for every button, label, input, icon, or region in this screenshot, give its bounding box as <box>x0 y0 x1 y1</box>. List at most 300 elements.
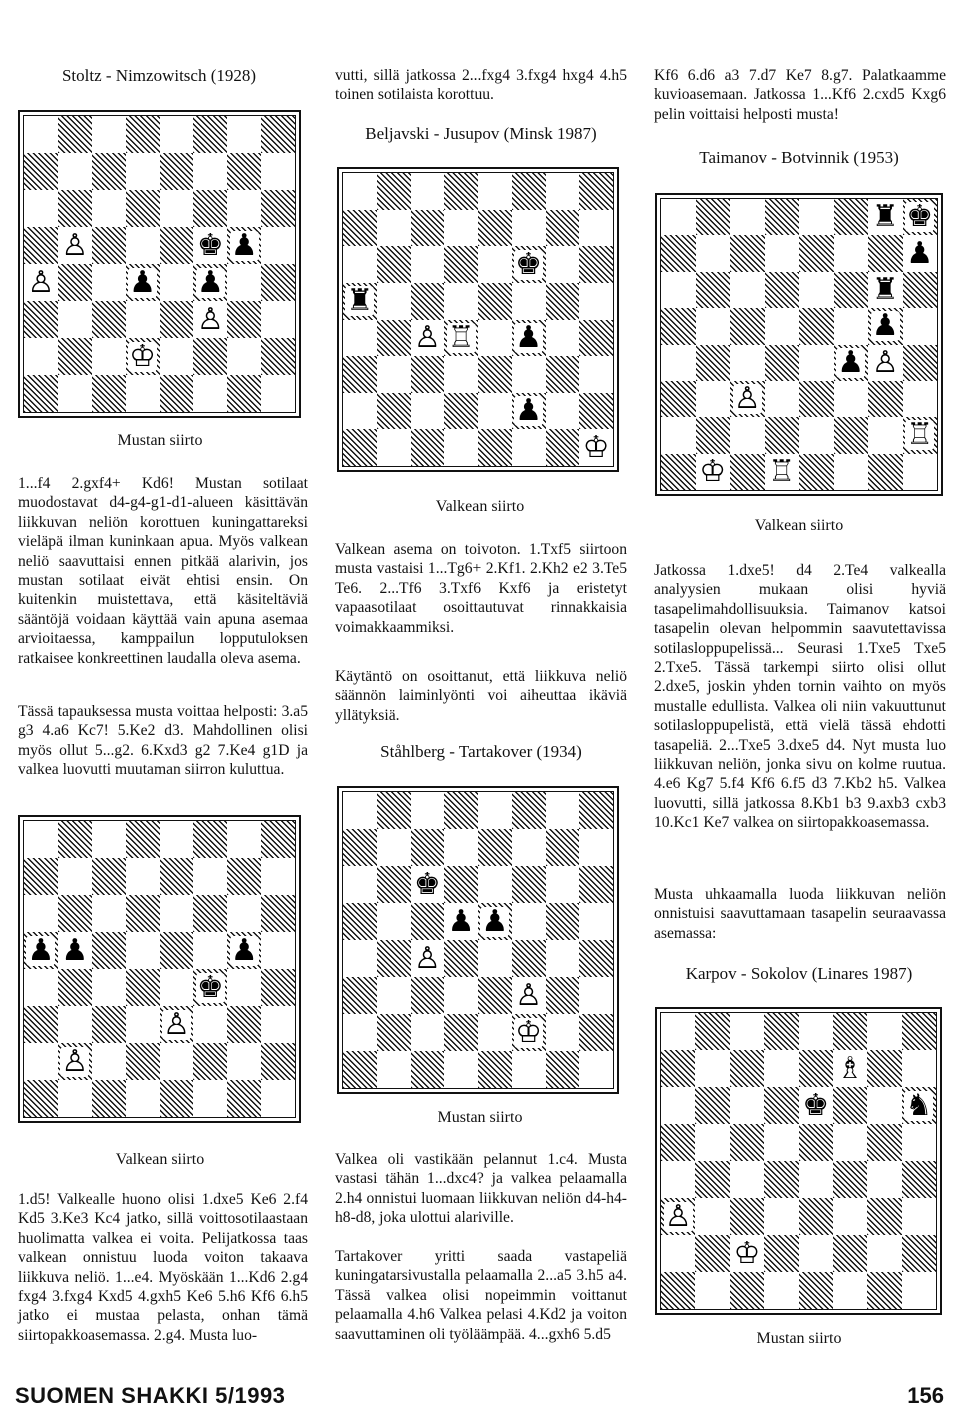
board-square <box>512 429 546 466</box>
board-square <box>343 210 377 247</box>
white-pawn-icon: ♙ <box>162 1006 190 1042</box>
board-square <box>411 866 445 903</box>
board-square <box>377 393 411 430</box>
board-square <box>661 345 696 381</box>
caption-board-1: Mustan siirto <box>117 432 203 449</box>
caption-board-2: Valkean siirto <box>435 498 525 515</box>
board-square <box>126 895 160 932</box>
board-square <box>193 858 227 895</box>
board-square <box>579 283 613 320</box>
board-square <box>903 272 938 308</box>
board-square <box>444 393 478 430</box>
board-square <box>92 338 126 375</box>
board-square <box>261 1080 295 1117</box>
board-square <box>903 454 938 490</box>
board-square <box>579 792 613 829</box>
board-square <box>227 264 261 301</box>
board-square <box>730 1087 764 1124</box>
board-square <box>868 381 903 417</box>
board-square <box>868 417 903 453</box>
board-square <box>58 227 92 264</box>
board-square <box>411 320 445 357</box>
black-pawn-icon: ♟ <box>61 932 89 968</box>
board-square <box>24 858 58 895</box>
board-square <box>579 320 613 357</box>
board-square <box>478 173 512 210</box>
board-square <box>834 272 869 308</box>
board-square <box>261 932 295 969</box>
board-square <box>126 190 160 227</box>
board-square <box>799 1161 833 1198</box>
board-square <box>833 1235 867 1272</box>
board-square <box>377 283 411 320</box>
board-square <box>261 1043 295 1080</box>
board-square <box>661 1272 695 1309</box>
board-square <box>546 356 580 393</box>
board-square <box>58 301 92 338</box>
board-square <box>227 227 261 264</box>
board-square <box>24 264 58 301</box>
white-pawn-icon: ♙ <box>413 319 441 355</box>
col2-paragraph-3: Käytäntö on osoittanut, että liikkuva neliö säännön laiminlyönti voi aiheuttaa ikäviä yllätyksiä. <box>335 668 627 724</box>
board-square <box>261 153 295 190</box>
board-square <box>867 1124 901 1161</box>
board-square <box>126 264 160 301</box>
board-square <box>227 375 261 412</box>
board-square <box>377 246 411 283</box>
board-square <box>661 1198 695 1235</box>
col3-paragraph-3: Musta uhkaamalla luoda liikkuvan neliön onnistuisi saavuttamaan tasapelin seuraavassa asemassa: <box>654 886 946 942</box>
board-square <box>261 375 295 412</box>
board-square <box>661 1013 695 1050</box>
board-square <box>867 1013 901 1050</box>
board-square <box>868 272 903 308</box>
col2-paragraph-4: Valkea oli vastikään pelannut 1.c4. Musta vastasi tähän 1...dxc4? ja valkea pelaamalla 2.h4 onnistui luomaan liikkuvan neliön d4-h4-h8-d8, joka ulottui alariville. <box>335 1151 627 1227</box>
board-square <box>261 821 295 858</box>
board-square <box>343 792 377 829</box>
board-square <box>261 264 295 301</box>
board-square <box>411 283 445 320</box>
chess-board-6 <box>655 1007 942 1315</box>
board-square <box>764 1050 798 1087</box>
board-square <box>867 1198 901 1235</box>
board-square <box>764 1272 798 1309</box>
board-square <box>377 356 411 393</box>
board-square <box>58 895 92 932</box>
board-square <box>730 1161 764 1198</box>
col1-paragraph-1: 1...f4 2.gxf4+ Kd6! Mustan sotilaat muodostavat d4-g4-g1-d1-alueen käsittävän liikkuvan neliön korottuen kuningattareksi vieläpä ilman kuninkaan apua. Myös valkean neliö saavuttaisi ennen pitkää alarivin, jos mustan sotilaat eivät ehtisi ensin. On kuitenkin muistettava, että käsiteltäviä sääntöjä voidaan käyttää vain apuna asemaa arvioitaessa, kamppailun lopputuloksen ratkaisee konkreettinen laudalla oleva asema. <box>18 475 308 667</box>
board-square <box>92 264 126 301</box>
chess-board-5 <box>337 786 619 1094</box>
board-square <box>478 866 512 903</box>
board-square <box>730 199 765 235</box>
board-square <box>160 375 194 412</box>
board-square <box>867 1235 901 1272</box>
board-square <box>126 1080 160 1117</box>
board-square <box>478 1014 512 1051</box>
board-square <box>868 235 903 271</box>
col2-paragraph-5: Tartakover yritti saada vastapeliä kuningatarsivustalla pelaamalla 2...a5 3.h5 a4. Tässä valkea olisi nopeimmin voittanut pelaamalla 4.h6 Valkea pelasi 4.Kd2 ja voiton saavuttaminen oli työläämpää. 4...gxh6 5.d5 <box>335 1248 627 1343</box>
board-square <box>903 417 938 453</box>
board-square <box>546 283 580 320</box>
board-square <box>478 903 512 940</box>
board-square <box>512 320 546 357</box>
caption-board-3: Valkean siirto <box>754 517 844 534</box>
board-square <box>695 1050 729 1087</box>
board-square <box>261 895 295 932</box>
white-pawn-icon: ♙ <box>871 344 899 380</box>
board-square <box>833 1198 867 1235</box>
board-square <box>92 1043 126 1080</box>
board-square <box>867 1272 901 1309</box>
board-square <box>92 190 126 227</box>
board-square <box>661 1050 695 1087</box>
board-square <box>764 1161 798 1198</box>
page-number: 156 <box>907 1383 944 1408</box>
board-square <box>546 866 580 903</box>
board-square <box>92 821 126 858</box>
board-square <box>834 381 869 417</box>
board-square <box>261 969 295 1006</box>
board-square <box>227 1080 261 1117</box>
board-square <box>343 283 377 320</box>
board-square <box>343 320 377 357</box>
white-pawn-icon: ♙ <box>27 264 55 300</box>
board-square <box>58 1043 92 1080</box>
board-square <box>126 932 160 969</box>
board-square <box>867 1050 901 1087</box>
black-pawn-icon: ♟ <box>837 344 865 380</box>
board-square <box>160 338 194 375</box>
board-square <box>695 1087 729 1124</box>
board-square <box>377 977 411 1014</box>
board-square <box>160 1080 194 1117</box>
board-square <box>695 1124 729 1161</box>
board-square <box>868 345 903 381</box>
board-square <box>546 977 580 1014</box>
board-square <box>444 283 478 320</box>
board-square <box>696 308 731 344</box>
board-square <box>58 116 92 153</box>
board-square <box>903 199 938 235</box>
board-square <box>478 829 512 866</box>
board-square <box>92 301 126 338</box>
black-pawn-icon: ♟ <box>481 903 509 939</box>
board-square <box>661 272 696 308</box>
board-square <box>833 1161 867 1198</box>
board-square <box>764 1235 798 1272</box>
white-pawn-icon: ♙ <box>61 227 89 263</box>
board-square <box>579 173 613 210</box>
board-square <box>160 1006 194 1043</box>
board-square <box>765 345 800 381</box>
board-square <box>799 1050 833 1087</box>
board-square <box>227 301 261 338</box>
board-square <box>730 381 765 417</box>
board-square <box>478 210 512 247</box>
board-square <box>227 821 261 858</box>
board-square <box>227 153 261 190</box>
black-king-icon: ♚ <box>413 866 441 902</box>
board-square <box>58 375 92 412</box>
board-square <box>227 858 261 895</box>
board-square <box>661 308 696 344</box>
board-square <box>24 969 58 1006</box>
black-king-icon: ♚ <box>906 199 934 235</box>
caption-board-4: Valkean siirto <box>115 1151 205 1168</box>
board-square <box>546 903 580 940</box>
board-square <box>902 1161 936 1198</box>
board-square <box>24 1043 58 1080</box>
black-rook-icon: ♜ <box>871 271 899 307</box>
chess-board-4 <box>18 815 301 1123</box>
board-square <box>411 246 445 283</box>
board-square <box>867 1161 901 1198</box>
white-king-icon: ♔ <box>582 429 610 465</box>
board-square <box>126 227 160 264</box>
board-square <box>24 821 58 858</box>
board-square <box>730 1124 764 1161</box>
board-square <box>444 429 478 466</box>
board-square <box>58 264 92 301</box>
board-square <box>512 940 546 977</box>
white-pawn-icon: ♙ <box>664 1198 692 1234</box>
board-square <box>512 356 546 393</box>
board-square <box>834 345 869 381</box>
board-square <box>92 895 126 932</box>
board-square <box>478 940 512 977</box>
board-square <box>579 977 613 1014</box>
board-square <box>902 1087 936 1124</box>
board-square <box>58 190 92 227</box>
board-square <box>512 903 546 940</box>
board-square <box>799 1198 833 1235</box>
board-square <box>126 969 160 1006</box>
board-square <box>834 308 869 344</box>
board-square <box>546 320 580 357</box>
board-square <box>833 1050 867 1087</box>
board-square <box>730 1013 764 1050</box>
board-square <box>411 393 445 430</box>
board-square <box>478 283 512 320</box>
board-square <box>902 1198 936 1235</box>
board-square <box>799 1272 833 1309</box>
board-square <box>661 454 696 490</box>
board-square <box>126 338 160 375</box>
board-square <box>546 393 580 430</box>
board-square <box>730 1235 764 1272</box>
black-king-icon: ♚ <box>515 246 543 282</box>
board-square <box>478 429 512 466</box>
board-square <box>193 264 227 301</box>
black-king-icon: ♚ <box>196 969 224 1005</box>
board-square <box>444 940 478 977</box>
board-square <box>512 210 546 247</box>
board-square <box>764 1198 798 1235</box>
board-square <box>730 417 765 453</box>
board-square <box>160 190 194 227</box>
board-square <box>92 932 126 969</box>
board-square <box>343 1051 377 1088</box>
board-square <box>411 903 445 940</box>
board-square <box>24 375 58 412</box>
board-square <box>377 1051 411 1088</box>
col1-paragraph-2: Tässä tapauksessa musta voittaa helposti: 3.a5 g3 4.a6 Kc7! 5.Ke2 d3. Mahdollinen olisi myös ollut 5...g2. 6.Kxd3 g2 7.Ke4 g1D ja valkea luovutti muutaman siirron kuluttua. <box>18 703 308 779</box>
board-square <box>444 829 478 866</box>
board-square <box>377 210 411 247</box>
board-square <box>58 153 92 190</box>
board-square <box>695 1161 729 1198</box>
black-pawn-icon: ♟ <box>906 235 934 271</box>
board-square <box>546 429 580 466</box>
board-square <box>58 338 92 375</box>
board-square <box>546 173 580 210</box>
board-square <box>834 454 869 490</box>
black-pawn-icon: ♟ <box>230 227 258 263</box>
col2-paragraph-2: Valkean asema on toivoton. 1.Txf5 siirtoon musta vastaisi 1...Tg6+ 2.Kf1. 2.Kh2 e2 3.Te5 Te6. 2...Tf6 3.Txf6 Kxf6 ja eristetyt vapaasotilaat osoittautuvat rinnakkaisia voimakkaammiksi. <box>335 541 627 636</box>
board-square <box>193 227 227 264</box>
board-square <box>764 1013 798 1050</box>
board-square <box>92 116 126 153</box>
col1-paragraph-3: 1.d5! Valkealle huono olisi 1.dxe5 Ke6 2.f4 Kd5 3.Ke3 Kc4 jatko, sillä voittosotilaastaan huolimatta valkea ei voita. Pelijatkossa taas valkean onnistuu luoda voiton takaava liikkuva neliö. 1...e4. Myöskään 1...Kd6 2.g4 fxg4 3.fxg4 Kxd5 4.gxh5 Ke6 5.h6 Kf6 6.h5 jatko ei mustaa pelasta, onhan tämä siirtopakkoasemassa. 2.g4. Musta luo- <box>18 1191 308 1344</box>
board-square <box>411 356 445 393</box>
board-square <box>661 1161 695 1198</box>
col3-paragraph-1: Kf6 6.d6 a3 7.d7 Ke7 8.g7. Palatkaamme kuvioasemaan. Jatkossa 1...Kf6 2.cxd5 Kxg6 pelin voittaisi helposti musta! <box>654 67 946 123</box>
board-square <box>343 866 377 903</box>
board-square <box>799 199 834 235</box>
board-square <box>696 454 731 490</box>
board-square <box>343 356 377 393</box>
black-pawn-icon: ♟ <box>196 264 224 300</box>
board-square <box>24 116 58 153</box>
black-pawn-icon: ♟ <box>871 308 899 344</box>
white-pawn-icon: ♙ <box>733 381 761 417</box>
board-square <box>478 977 512 1014</box>
board-square <box>126 1043 160 1080</box>
board-square <box>411 940 445 977</box>
board-square <box>730 454 765 490</box>
board-square <box>902 1124 936 1161</box>
board-square <box>444 1051 478 1088</box>
board-square <box>444 1014 478 1051</box>
board-square <box>444 356 478 393</box>
board-square <box>696 417 731 453</box>
title-stahlberg-tartakover: Ståhlberg - Tartakover (1934) <box>380 742 582 761</box>
board-square <box>867 1087 901 1124</box>
board-square <box>512 829 546 866</box>
white-pawn-icon: ♙ <box>61 1043 89 1079</box>
board-square <box>227 932 261 969</box>
board-square <box>24 227 58 264</box>
board-square <box>24 153 58 190</box>
board-square <box>343 246 377 283</box>
board-square <box>160 1043 194 1080</box>
board-square <box>92 375 126 412</box>
board-square <box>377 792 411 829</box>
board-square <box>579 829 613 866</box>
board-square <box>902 1272 936 1309</box>
board-square <box>193 1043 227 1080</box>
caption-board-5: Mustan siirto <box>437 1109 523 1126</box>
board-square <box>24 1006 58 1043</box>
board-square <box>730 272 765 308</box>
board-square <box>765 417 800 453</box>
board-square <box>730 1050 764 1087</box>
board-square <box>765 235 800 271</box>
board-square <box>799 235 834 271</box>
board-square <box>343 1014 377 1051</box>
board-square <box>126 821 160 858</box>
board-square <box>579 940 613 977</box>
board-square <box>411 977 445 1014</box>
white-rook-icon: ♖ <box>447 319 475 355</box>
board-square <box>58 821 92 858</box>
white-bishop-icon: ♗ <box>836 1050 864 1086</box>
board-square <box>24 338 58 375</box>
board-square <box>411 829 445 866</box>
board-square <box>160 116 194 153</box>
board-square <box>24 190 58 227</box>
board-square <box>160 895 194 932</box>
board-square <box>444 903 478 940</box>
board-square <box>193 932 227 969</box>
board-square <box>343 829 377 866</box>
black-pawn-icon: ♟ <box>230 932 258 968</box>
board-square <box>377 829 411 866</box>
board-square <box>903 345 938 381</box>
board-square <box>799 454 834 490</box>
board-square <box>512 1051 546 1088</box>
board-square <box>799 381 834 417</box>
board-square <box>58 858 92 895</box>
board-square <box>695 1272 729 1309</box>
board-square <box>343 903 377 940</box>
white-pawn-icon: ♙ <box>515 977 543 1013</box>
board-square <box>160 932 194 969</box>
board-square <box>193 895 227 932</box>
title-beljavski-jusupov: Beljavski - Jusupov (Minsk 1987) <box>365 124 597 143</box>
board-square <box>261 301 295 338</box>
board-square <box>411 210 445 247</box>
board-square <box>799 1013 833 1050</box>
white-king-icon: ♔ <box>733 1235 761 1271</box>
board-square <box>696 235 731 271</box>
board-square <box>193 116 227 153</box>
board-square <box>92 227 126 264</box>
board-square <box>799 345 834 381</box>
board-square <box>261 858 295 895</box>
board-square <box>695 1198 729 1235</box>
board-square <box>261 1006 295 1043</box>
board-square <box>377 1014 411 1051</box>
board-square <box>730 1272 764 1309</box>
board-square <box>193 969 227 1006</box>
board-square <box>730 1198 764 1235</box>
title-karpov-sokolov: Karpov - Sokolov (Linares 1987) <box>685 964 913 983</box>
board-square <box>478 356 512 393</box>
board-square <box>227 190 261 227</box>
board-square <box>764 1124 798 1161</box>
board-square <box>696 199 731 235</box>
board-square <box>546 210 580 247</box>
board-square <box>579 246 613 283</box>
board-square <box>411 792 445 829</box>
board-square <box>227 895 261 932</box>
board-square <box>58 1006 92 1043</box>
board-square <box>377 173 411 210</box>
board-square <box>411 429 445 466</box>
board-square <box>193 375 227 412</box>
